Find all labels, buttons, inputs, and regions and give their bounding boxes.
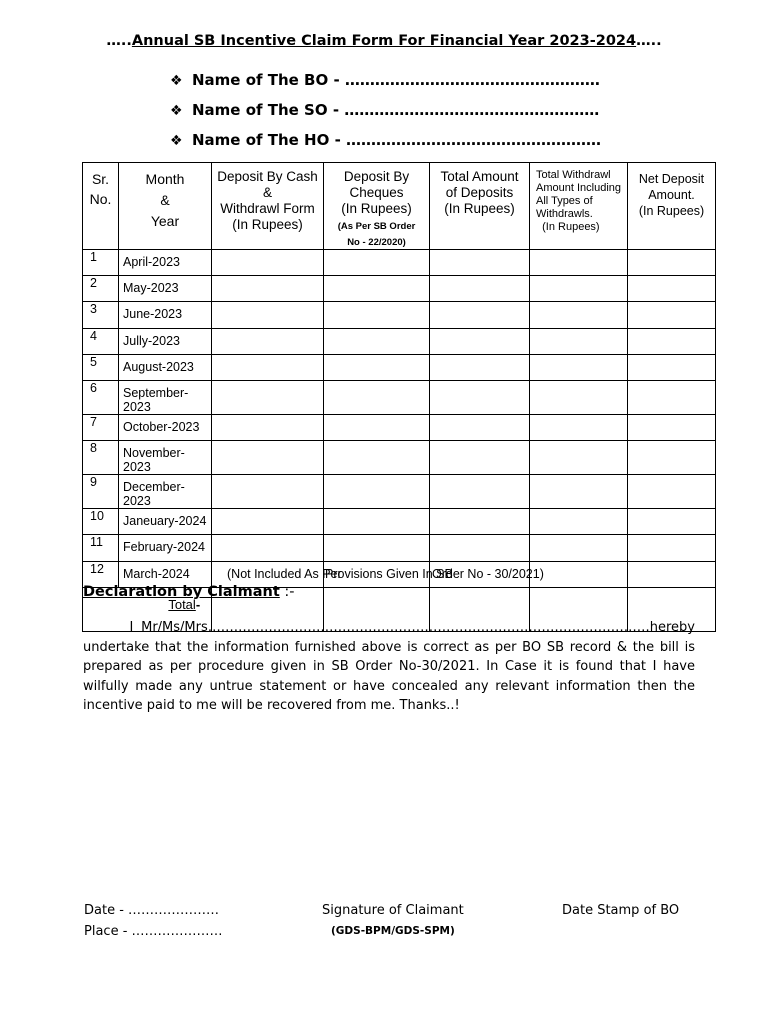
total-label: Total- — [83, 587, 212, 631]
table-row: 7 October-2023 — [83, 414, 716, 440]
march-note-part-3: Order No - 30/2021) — [430, 561, 530, 587]
header-net-deposit: Net Deposit Amount. (In Rupees) — [628, 163, 716, 250]
bo-name-line: ❖ Name of The BO - …………………………………………… — [170, 71, 600, 89]
march-note-part-1: (Not Included As Per — [212, 561, 324, 587]
diamond-bullet-icon: ❖ — [170, 73, 183, 89]
table-row: 5 August-2023 — [83, 354, 716, 380]
header-total-deposits: Total Amount of Deposits (In Rupees) — [430, 163, 530, 250]
date-field: Date - ………………… — [84, 903, 220, 918]
table-row: 9 December-2023 — [83, 475, 716, 509]
table-header-row — [83, 163, 716, 250]
diamond-bullet-icon: ❖ — [170, 133, 183, 149]
header-total-withdrawl: Total Withdrawl Amount Including All Types of Withdrawls. (In Rupees) — [530, 163, 628, 250]
march-note-part-2: Provisions Given In SB — [324, 561, 430, 587]
ho-name-line: ❖ Name of The HO - …………………………………………… — [170, 131, 602, 149]
header-deposit-cash: Deposit By Cash & Withdrawl Form (In Rupees) — [212, 163, 324, 250]
header-sr-no: Sr. No. — [83, 163, 119, 250]
diamond-bullet-icon: ❖ — [170, 103, 183, 119]
table-row: 4 Jully-2023 — [83, 328, 716, 354]
table-row: 1 April-2023 — [83, 250, 716, 276]
table-row: 6 September-2023 — [83, 380, 716, 414]
declaration-title: Declaration by Claimant :- — [83, 584, 295, 600]
declaration-body: I Mr/Ms/Mrs…………………………………………………………………………………………hereby undertake that the information furnished above is correct as per BO SB record & the bill is prepared as per procedure given in SB Order No-30/2021. In Case it is found that I have wilfully made any untrue statement or have concealed any relevant information then the incentive paid to me will be recovered from me. Thanks..! — [83, 620, 696, 713]
table-row: 3 June-2023 — [83, 302, 716, 328]
incentive-claim-table — [82, 162, 716, 632]
header-month-year: Month & Year — [119, 163, 212, 250]
table-row: 10 Janeuary-2024 — [83, 509, 716, 535]
table-row-march: 12 March-2024 (Not Included As Per Provisions Given In SB Order No - 30/2021) — [83, 561, 716, 587]
date-stamp-label: Date Stamp of BO — [562, 903, 680, 918]
signature-label: Signature of Claimant — [322, 903, 464, 918]
signature-role: (GDS-BPM/GDS-SPM) — [331, 925, 455, 937]
table-row: 11 February-2024 — [83, 535, 716, 561]
place-field: Place - ………………… — [84, 924, 223, 939]
header-deposit-cheques: Deposit By Cheques (In Rupees) (As Per SB Order No - 22/2020) — [324, 163, 430, 250]
so-name-line: ❖ Name of The SO - …………………………………………… — [170, 101, 600, 119]
form-title: …..Annual SB Incentive Claim Form For Financial Year 2023-2024….. — [106, 33, 662, 49]
table-row: 8 November-2023 — [83, 441, 716, 475]
table-row: 2 May-2023 — [83, 276, 716, 302]
